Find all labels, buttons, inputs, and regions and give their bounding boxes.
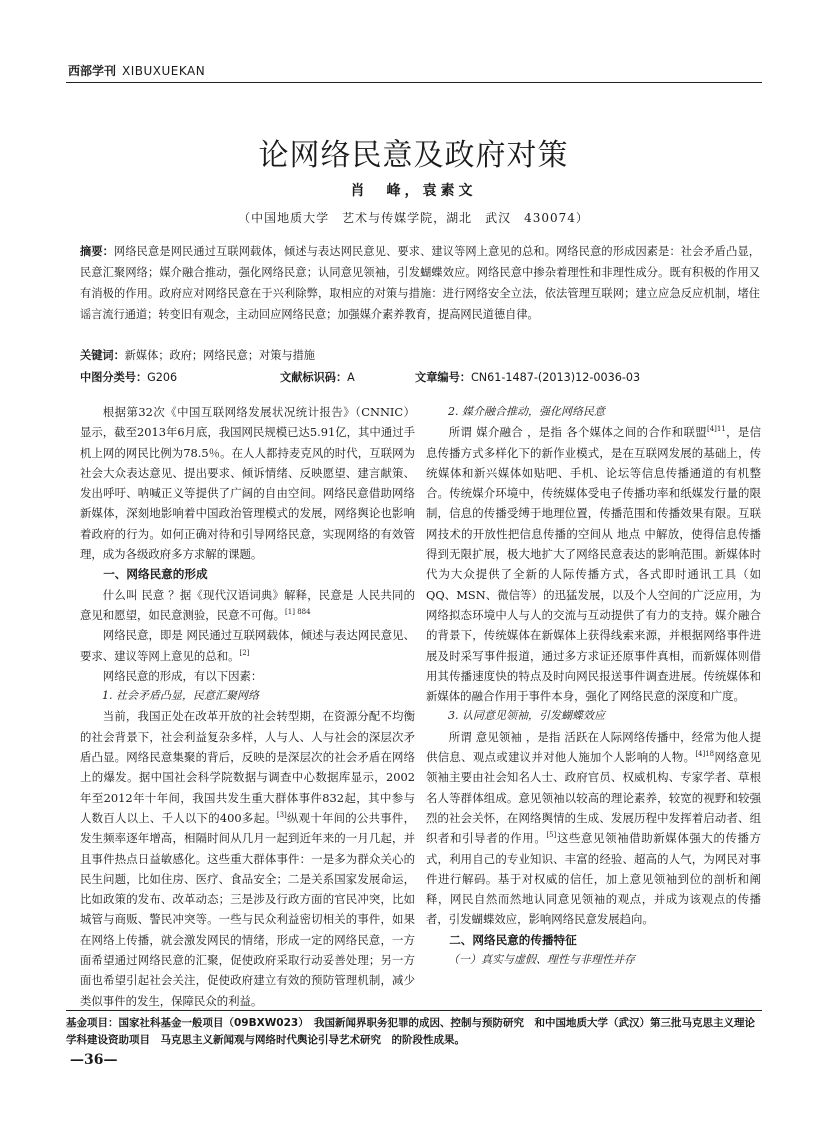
abstract-label: 摘要： [80,245,115,258]
citation: [2] [239,648,250,657]
citation: [4]11 [706,425,726,434]
paragraph [426,422,761,706]
paragraph [426,727,761,930]
citation: [1] 884 [285,608,311,617]
doc-code [280,369,355,385]
footnote-rule [66,1010,762,1011]
citation: [3] [276,811,287,820]
paragraph: 根据第32次《中国互联网络发展状况统计报告》（CNNIC）显示，截至2013年6月底，我国网民规模已达5.91亿，其中通过手机上网的网民比例为78.5％。在人人都持麦克风的时代，互联网为社会大众表达意见、提出要求、倾诉情绪、反映愿望、建言献策、发出呼吁、呐喊正义等提供了广阔的自由空间。网络民意借助网络新媒体，深刻地影响着中国政治管理模式的发展，网络舆论也影响着政府的行为。如何正确对待和引导网络民意，实现网络的有效管理，成为各级政府多方求解的课题。 [80,405,415,562]
article-number [415,369,640,385]
article-label: 文章编号： [415,371,471,384]
subsection-heading: 3. 认同意见领袖，引发蝴蝶效应 [448,709,605,723]
paragraph [80,706,415,1010]
paragraph-text: 当前，我国正处在改革开放的社会转型期，在资源分配不均衡的社会背景下，社会利益复杂多样，人与人、人与社会的深层次矛盾凸显。网络民意集聚的背后，反映的是深层次的社会矛盾在网络上的爆发。据中国社会科学院数据与调查中心数据库显示，2002年至2012年十年间，我国共发生重大群体事件832起，其中参与人数百人以上、千人以下的400多起。 [80,709,415,825]
clc-number [80,369,177,385]
funding-footnote: 基金项目：国家社科基金一般项目（09BXW023） 我国新闻界职务犯罪的成因、控制与预防研究 和中国地质大学（武汉）第三批马克思主义理论学科建设资助项目 马克思主义新闻观与网络时代舆论引导艺术研究 的阶段性成果。 [66,1017,755,1046]
citation: [5] [546,831,557,840]
clc-value: G206 [147,371,178,384]
paragraph-text: 这些意见领袖借助新媒体强大的传播方式，利用自己的专业知识、丰富的经验、超高的人气，为网民对事件进行解码。基于对权威的信任，加上意见领袖到位的剖析和阐释，网民自然而然地认同意见领袖的观点，并成为该观点的传播者，引发蝴蝶效应，影响网络民意发展趋向。 [426,831,761,927]
clc-label: 中图分类号： [80,371,148,384]
paragraph-text: 网络民意，即是 网民通过互联网载体，倾述与表达网民意见、要求、建议等网上意见的总和。 [80,628,415,663]
journal-name: 西部学刊 [68,64,117,78]
doc-label: 文献标识码： [280,371,348,384]
paragraph [80,625,415,666]
keywords [80,347,760,363]
subsection-heading: 2. 媒介融合推动，强化网络民意 [448,405,605,418]
paragraph-text: 所谓 媒介融合 ，是指 各个媒体之间的合作和联盟 [448,425,707,440]
journal-name-en: XIBUXUEKAN [122,64,206,78]
article-value: CN61-1487-(2013)12-0036-03 [470,371,641,384]
article-title: 论网络民意及政府对策 [258,138,569,173]
affiliation: （中国地质大学 艺术与传媒学院，湖北 武汉 430074） [238,211,589,225]
section-heading: 二、网络民意的传播特征 [449,932,577,947]
keywords-text: 新媒体；政府；网络民意；对策与措施 [124,349,315,362]
paragraph: 网络民意的形成，有以下因素： [102,668,263,683]
doc-value: A [347,371,355,384]
authors: 肖 峰，袁素文 [350,183,477,199]
paragraph-text: 纵观十年间的公共事件，发生频率逐年增高，相隔时间从几月一起到近年来的一月几起，并且事件热点日益敏感化。这些重大群体事件：一是多为群众关心的民生问题，比如住房、医疗、食品安全；二是关系国家发展命运，比如政策的发布、改革动态；三是涉及行政方面的官民冲突，比如城管与商贩、警民冲突等。一些与民众利益密切相关的事件，如果在网络上传播，就会激发网民的情绪，形成一定的网络民意，一方面希望通过网络民意的汇聚，促使政府采取行动妥善处理；另一方面也希望引起社会关注，促使政府建立有效的预防管理机制，减少类似事件的发生，保障民众的利益。 [80,810,415,1008]
paragraph-text: 网络意见领袖主要由社会知名人士、政府官员、权威机构、专家学者、草根名人等群体组成。意见领袖以较高的理论素养，较宽的视野和较强烈的社会关怀，在网络舆情的生成、发展历程中发挥着启动者、组织者和引导者的作用。 [426,750,761,846]
right-column [426,402,761,970]
section-heading: 一、网络民意的形成 [103,567,208,582]
keywords-label: 关键词： [80,349,125,362]
paragraph-text: ，是信息传播方式多样化下的新作业模式，是在互联网发展的基础上，传统媒体和新兴媒体如贴吧、手机、论坛等信息传播通道的有机整合。传统媒介环境中，传统媒体受电子传播功率和纸媒发行量的限制，信息的传播受缚于地理位置，传播范围和传播效果有限。互联网技术的开放性把信息传播的空间从 地点 中解放，使得信息传播得到无限扩展，极大地扩大了网络民意表达的影响范围。新媒体时代为大众提供了全新的人际传播方式，各式即时通讯工具（如QQ、MSN、微信等）的迅猛发展，以及个人空间的广泛应用，为网络拟态环境中人与人的交流与互动提供了有力的支持。媒介融合的背景下，传统媒体在新媒体上获得线索来源，并根据网络事件进展及时采写事件报道，通过多方求证还原事件真相，而新媒体则借用其传播速度快的特点及时向网民报送事件调查进展。传统媒体和新媒体的融合作用于事件本身，强化了网络民意的深度和广度。 [426,425,761,704]
abstract [80,241,760,325]
subsection-heading: 1. 社会矛盾凸显，民意汇聚网络 [102,689,259,703]
abstract-text: 网络民意是网民通过互联网载体，倾述与表达网民意见、要求、建议等网上意见的总和。网络民意的形成因素是：社会矛盾凸显，民意汇聚网络；媒介融合推动，强化网络民意；认同意见领袖，引发蝴蝶效应。网络民意中掺杂着理性和非理性成分。既有积极的作用又有消极的作用。政府应对网络民意在于兴利除弊，取相应的对策与措施：进行网络安全立法，依法管理互联网；建立应急反应机制，堵住谣言流行通道；转变旧有观念，主动回应网络民意；加强媒介素养教育，提高网民道德自律。 [80,245,760,321]
page-number: —36— [70,1052,118,1068]
journal-header [68,62,205,79]
paragraph [80,585,415,626]
paragraph-text: 什么叫 民意 ？据《现代汉语词典》解释，民意是 人民共同的意见和愿望，如民意测验，民意不可侮。 [80,587,415,622]
subsection-heading: （一）真实与虚假、理性与非理性并存 [448,953,635,967]
header-rule [66,82,762,83]
citation: [4]18 [695,750,715,759]
left-column [80,402,415,1011]
paragraph-text: 所谓 意见领袖 ，是指 活跃在人际网络传播中，经常为他人提供信息、观点或建议并对他人施加个人影响的人物。 [426,729,761,765]
